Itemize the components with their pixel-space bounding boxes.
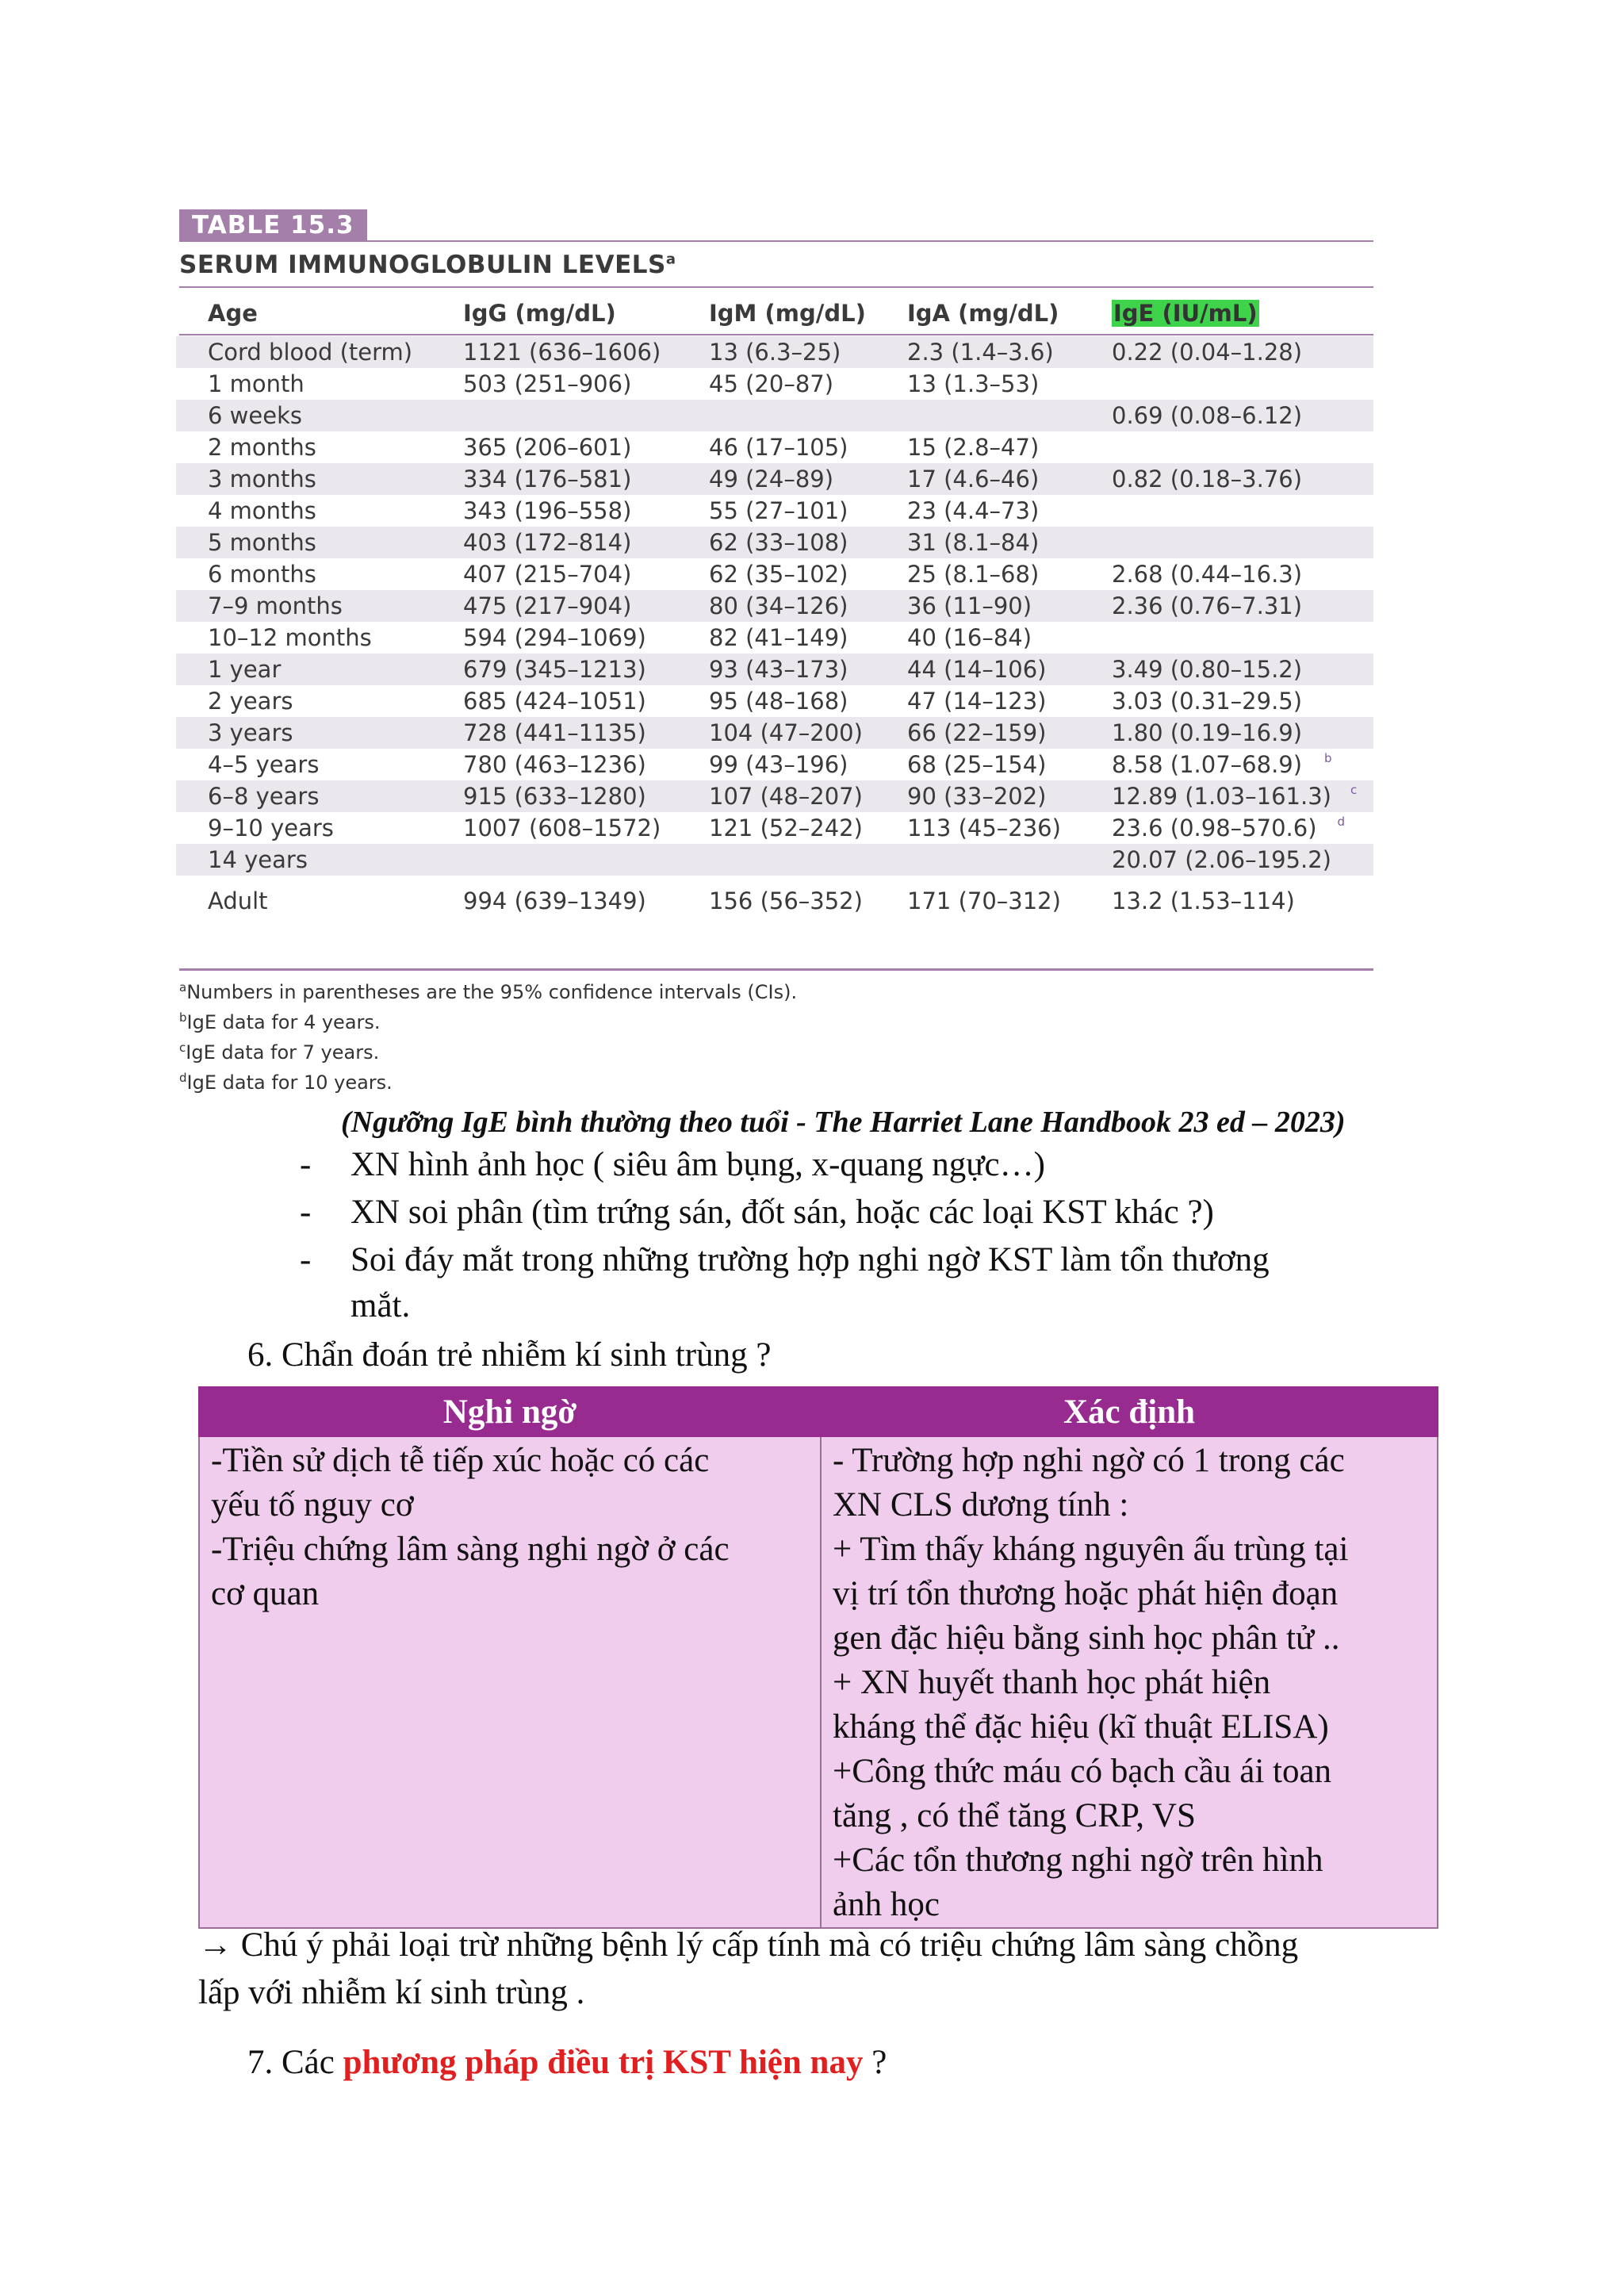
- confirmed-line: vị trí tổn thương hoặc phát hiện đoạn: [833, 1575, 1339, 1612]
- suspected-line: cơ quan: [211, 1575, 320, 1612]
- cell-igg: 728 (441–1135): [463, 719, 646, 746]
- cell-iga: 171 (70–312): [907, 887, 1061, 914]
- cell-igm: 80 (34–126): [709, 592, 848, 619]
- table-rule-bottom: [179, 968, 1373, 971]
- suspected-line: -Triệu chứng lâm sàng nghi ngờ ở các: [211, 1531, 730, 1568]
- table-row: [176, 844, 1373, 876]
- suspected-line: -Tiền sử dịch tễ tiếp xúc hoặc có các: [211, 1442, 710, 1479]
- cell-footnote-mark: b: [1324, 751, 1332, 765]
- cell-ige: 0.82 (0.18–3.76): [1112, 466, 1303, 493]
- cell-igm: 99 (43–196): [709, 751, 848, 778]
- cell-igg: 343 (196–558): [463, 497, 632, 524]
- cell-igm: 104 (47–200): [709, 719, 863, 746]
- bullet-dash: -: [300, 1194, 312, 1231]
- footnote-mark: a: [179, 980, 187, 995]
- footnote: [179, 1010, 381, 1033]
- cell-ige: 2.36 (0.76–7.31): [1112, 592, 1303, 619]
- cell-ige: 0.69 (0.08–6.12): [1112, 402, 1303, 429]
- cell-age: 2 months: [208, 434, 316, 461]
- cell-iga: 23 (4.4–73): [907, 497, 1040, 524]
- note-line-2: lấp với nhiễm kí sinh trùng .: [198, 1974, 585, 2011]
- cell-igg: 679 (345–1213): [463, 656, 646, 683]
- header-ige: IgE (IU/mL): [1113, 300, 1258, 327]
- cell-age: Cord blood (term): [208, 339, 413, 366]
- cell-igm: 46 (17–105): [709, 434, 848, 461]
- section-7-heading: [247, 2040, 887, 2086]
- header-igg: IgG (mg/dL): [463, 300, 616, 327]
- cell-age: 4 months: [208, 497, 316, 524]
- cell-age: 7–9 months: [208, 592, 343, 619]
- cell-age: 5 months: [208, 529, 316, 556]
- bullet-dash: -: [300, 1241, 312, 1278]
- cell-age: 14 years: [208, 846, 308, 873]
- cell-age: 1 month: [208, 370, 304, 397]
- cell-age: 6 weeks: [208, 402, 302, 429]
- table-badge: TABLE 15.3: [179, 209, 367, 241]
- table-rule-title: [179, 286, 1373, 288]
- confirmed-line: XN CLS dương tính :: [833, 1486, 1129, 1524]
- cell-iga: 13 (1.3–53): [907, 370, 1040, 397]
- cell-igg: 334 (176–581): [463, 466, 632, 493]
- cell-iga: 40 (16–84): [907, 624, 1032, 651]
- cell-age: 3 months: [208, 466, 316, 493]
- table-row: [176, 431, 1373, 463]
- cell-igg: 365 (206–601): [463, 434, 632, 461]
- confirmed-cell: [821, 1436, 1438, 1928]
- table-title: [179, 251, 676, 279]
- cell-age: 2 years: [208, 688, 293, 715]
- table-row: [176, 495, 1373, 527]
- cell-igm: 55 (27–101): [709, 497, 848, 524]
- footnote-mark: c: [179, 1041, 186, 1055]
- cell-iga: 31 (8.1–84): [907, 529, 1040, 556]
- cell-igm: 107 (48–207): [709, 783, 863, 810]
- table-row: [176, 885, 1373, 917]
- suspected-line: yếu tố nguy cơ: [211, 1486, 414, 1524]
- confirmed-line: kháng thể đặc hiệu (kĩ thuật ELISA): [833, 1708, 1329, 1746]
- cell-iga: 17 (4.6–46): [907, 466, 1040, 493]
- header-iga: IgA (mg/dL): [907, 300, 1059, 327]
- section-7-prefix: 7. Các: [247, 2044, 343, 2081]
- header-confirmed: Xác định: [821, 1387, 1438, 1436]
- table-row: [176, 368, 1373, 400]
- cell-ige: 1.80 (0.19–16.9): [1112, 719, 1303, 746]
- cell-age: 9–10 years: [208, 815, 334, 841]
- table-header-row: [176, 295, 1373, 335]
- section-6-heading: 6. Chẩn đoán trẻ nhiễm kí sinh trùng ?: [247, 1336, 772, 1374]
- footnote-text: IgE data for 10 years.: [186, 1071, 393, 1094]
- immunoglobulin-table-image: [176, 209, 1373, 1102]
- cell-igg: 685 (424–1051): [463, 688, 646, 715]
- table-row: [176, 400, 1373, 431]
- cell-iga: 113 (45–236): [907, 815, 1061, 841]
- table-row: [176, 463, 1373, 495]
- table-row: [176, 749, 1373, 780]
- footnote-text: Numbers in parentheses are the 95% confidence intervals (CIs).: [186, 981, 798, 1003]
- cell-igm: 93 (43–173): [709, 656, 848, 683]
- confirmed-line: - Trường hợp nghi ngờ có 1 trong các: [833, 1442, 1345, 1479]
- section-7-suffix: ?: [863, 2044, 887, 2081]
- cell-iga: 68 (25–154): [907, 751, 1047, 778]
- header-age: Age: [208, 300, 258, 327]
- cell-age: 1 year: [208, 656, 282, 683]
- table-row: [176, 336, 1373, 368]
- cell-igg: 503 (251–906): [463, 370, 632, 397]
- cell-ige: 20.07 (2.06–195.2): [1112, 846, 1331, 873]
- cell-igg: 994 (639–1349): [463, 887, 646, 914]
- cell-ige: 0.22 (0.04–1.28): [1112, 339, 1303, 366]
- confirmed-line: gen đặc hiệu bằng sinh học phân tử ..: [833, 1619, 1340, 1657]
- confirmed-line: + Tìm thấy kháng nguyên ấu trùng tại: [833, 1531, 1349, 1568]
- cell-igg: 915 (633–1280): [463, 783, 646, 810]
- cell-igg: 407 (215–704): [463, 561, 632, 588]
- table-row: [176, 527, 1373, 558]
- confirmed-line: tăng , có thể tăng CRP, VS: [833, 1797, 1196, 1834]
- confirmed-line: +Công thức máu có bạch cầu ái toan: [833, 1753, 1332, 1790]
- bullet-text: Soi đáy mắt trong những trường hợp nghi ngờ KST làm tổn thương: [350, 1241, 1270, 1278]
- cell-iga: 44 (14–106): [907, 656, 1047, 683]
- table-row: [176, 685, 1373, 717]
- cell-igm: 156 (56–352): [709, 887, 863, 914]
- table-row: [176, 717, 1373, 749]
- footnote: [179, 1041, 379, 1064]
- cell-iga: 36 (11–90): [907, 592, 1032, 619]
- footnote: [179, 1071, 393, 1094]
- cell-igm: 95 (48–168): [709, 688, 848, 715]
- cell-iga: 66 (22–159): [907, 719, 1047, 746]
- section-7-highlight: phương pháp điều trị KST hiện nay: [343, 2044, 864, 2081]
- cell-iga: 2.3 (1.4–3.6): [907, 339, 1054, 366]
- bullet-dash: -: [300, 1146, 312, 1183]
- diagnosis-table: [198, 1386, 1438, 1929]
- cell-igg: 780 (463–1236): [463, 751, 646, 778]
- footnote: [179, 980, 797, 1003]
- footnote-mark: d: [179, 1071, 187, 1085]
- cell-igg: 1007 (608–1572): [463, 815, 661, 841]
- bullet-text-cont: mắt.: [350, 1287, 411, 1324]
- footnote-text: IgE data for 7 years.: [186, 1041, 380, 1064]
- cell-ige: 3.03 (0.31–29.5): [1112, 688, 1303, 715]
- cell-age: Adult: [208, 887, 268, 914]
- cell-igg: 403 (172–814): [463, 529, 632, 556]
- cell-iga: 25 (8.1–68): [907, 561, 1040, 588]
- cell-igm: 13 (6.3–25): [709, 339, 841, 366]
- cell-footnote-mark: c: [1350, 783, 1358, 797]
- table-rule-top: [179, 240, 1373, 242]
- cell-ige: 8.58 (1.07–68.9): [1112, 751, 1303, 778]
- cell-iga: 15 (2.8–47): [907, 434, 1040, 461]
- cell-ige: 3.49 (0.80–15.2): [1112, 656, 1303, 683]
- table-title-footnote: a: [665, 251, 676, 268]
- footnote-mark: b: [179, 1010, 187, 1025]
- cell-igm: 62 (33–108): [709, 529, 848, 556]
- cell-age: 3 years: [208, 719, 293, 746]
- table-row: [176, 590, 1373, 622]
- footnote-text: IgE data for 4 years.: [186, 1011, 381, 1033]
- table-caption: (Ngưỡng IgE bình thường theo tuổi - The Harriet Lane Handbook 23 ed – 2023): [341, 1106, 1346, 1139]
- header-suspected: Nghi ngờ: [199, 1387, 821, 1436]
- cell-igm: 62 (35–102): [709, 561, 848, 588]
- cell-age: 6 months: [208, 561, 316, 588]
- table-row: [176, 812, 1373, 844]
- cell-ige: 12.89 (1.03–161.3): [1112, 783, 1331, 810]
- table-row: [176, 558, 1373, 590]
- bullet-text: XN hình ảnh học ( siêu âm bụng, x-quang ngực…): [350, 1146, 1045, 1183]
- note-line-1: → Chú ý phải loại trừ những bệnh lý cấp tính mà có triệu chứng lâm sàng chồng: [198, 1926, 1299, 1964]
- cell-age: 4–5 years: [208, 751, 320, 778]
- table-rule-header: [179, 334, 1373, 335]
- table-title-text: SERUM IMMUNOGLOBULIN LEVELS: [179, 251, 666, 279]
- bullet-text: XN soi phân (tìm trứng sán, đốt sán, hoặc các loại KST khác ?): [350, 1194, 1214, 1231]
- table-row: [176, 622, 1373, 654]
- cell-igm: 45 (20–87): [709, 370, 834, 397]
- suspected-cell: [199, 1436, 821, 1928]
- table-row: [176, 654, 1373, 685]
- cell-igm: 121 (52–242): [709, 815, 863, 841]
- cell-igg: 475 (217–904): [463, 592, 632, 619]
- confirmed-line: ảnh học: [833, 1886, 940, 1923]
- cell-igm: 49 (24–89): [709, 466, 834, 493]
- confirmed-line: + XN huyết thanh học phát hiện: [833, 1664, 1271, 1701]
- cell-ige: 2.68 (0.44–16.3): [1112, 561, 1303, 588]
- cell-ige: 13.2 (1.53–114): [1112, 887, 1295, 914]
- cell-footnote-mark: d: [1337, 815, 1346, 829]
- cell-iga: 90 (33–202): [907, 783, 1047, 810]
- cell-age: 10–12 months: [208, 624, 372, 651]
- cell-ige: 23.6 (0.98–570.6): [1112, 815, 1317, 841]
- cell-igg: 594 (294–1069): [463, 624, 646, 651]
- header-igm: IgM (mg/dL): [709, 300, 866, 327]
- cell-igg: 1121 (636–1606): [463, 339, 661, 366]
- confirmed-line: +Các tổn thương nghi ngờ trên hình: [833, 1842, 1323, 1879]
- cell-age: 6–8 years: [208, 783, 320, 810]
- table-row: [176, 780, 1373, 812]
- cell-iga: 47 (14–123): [907, 688, 1047, 715]
- cell-igm: 82 (41–149): [709, 624, 848, 651]
